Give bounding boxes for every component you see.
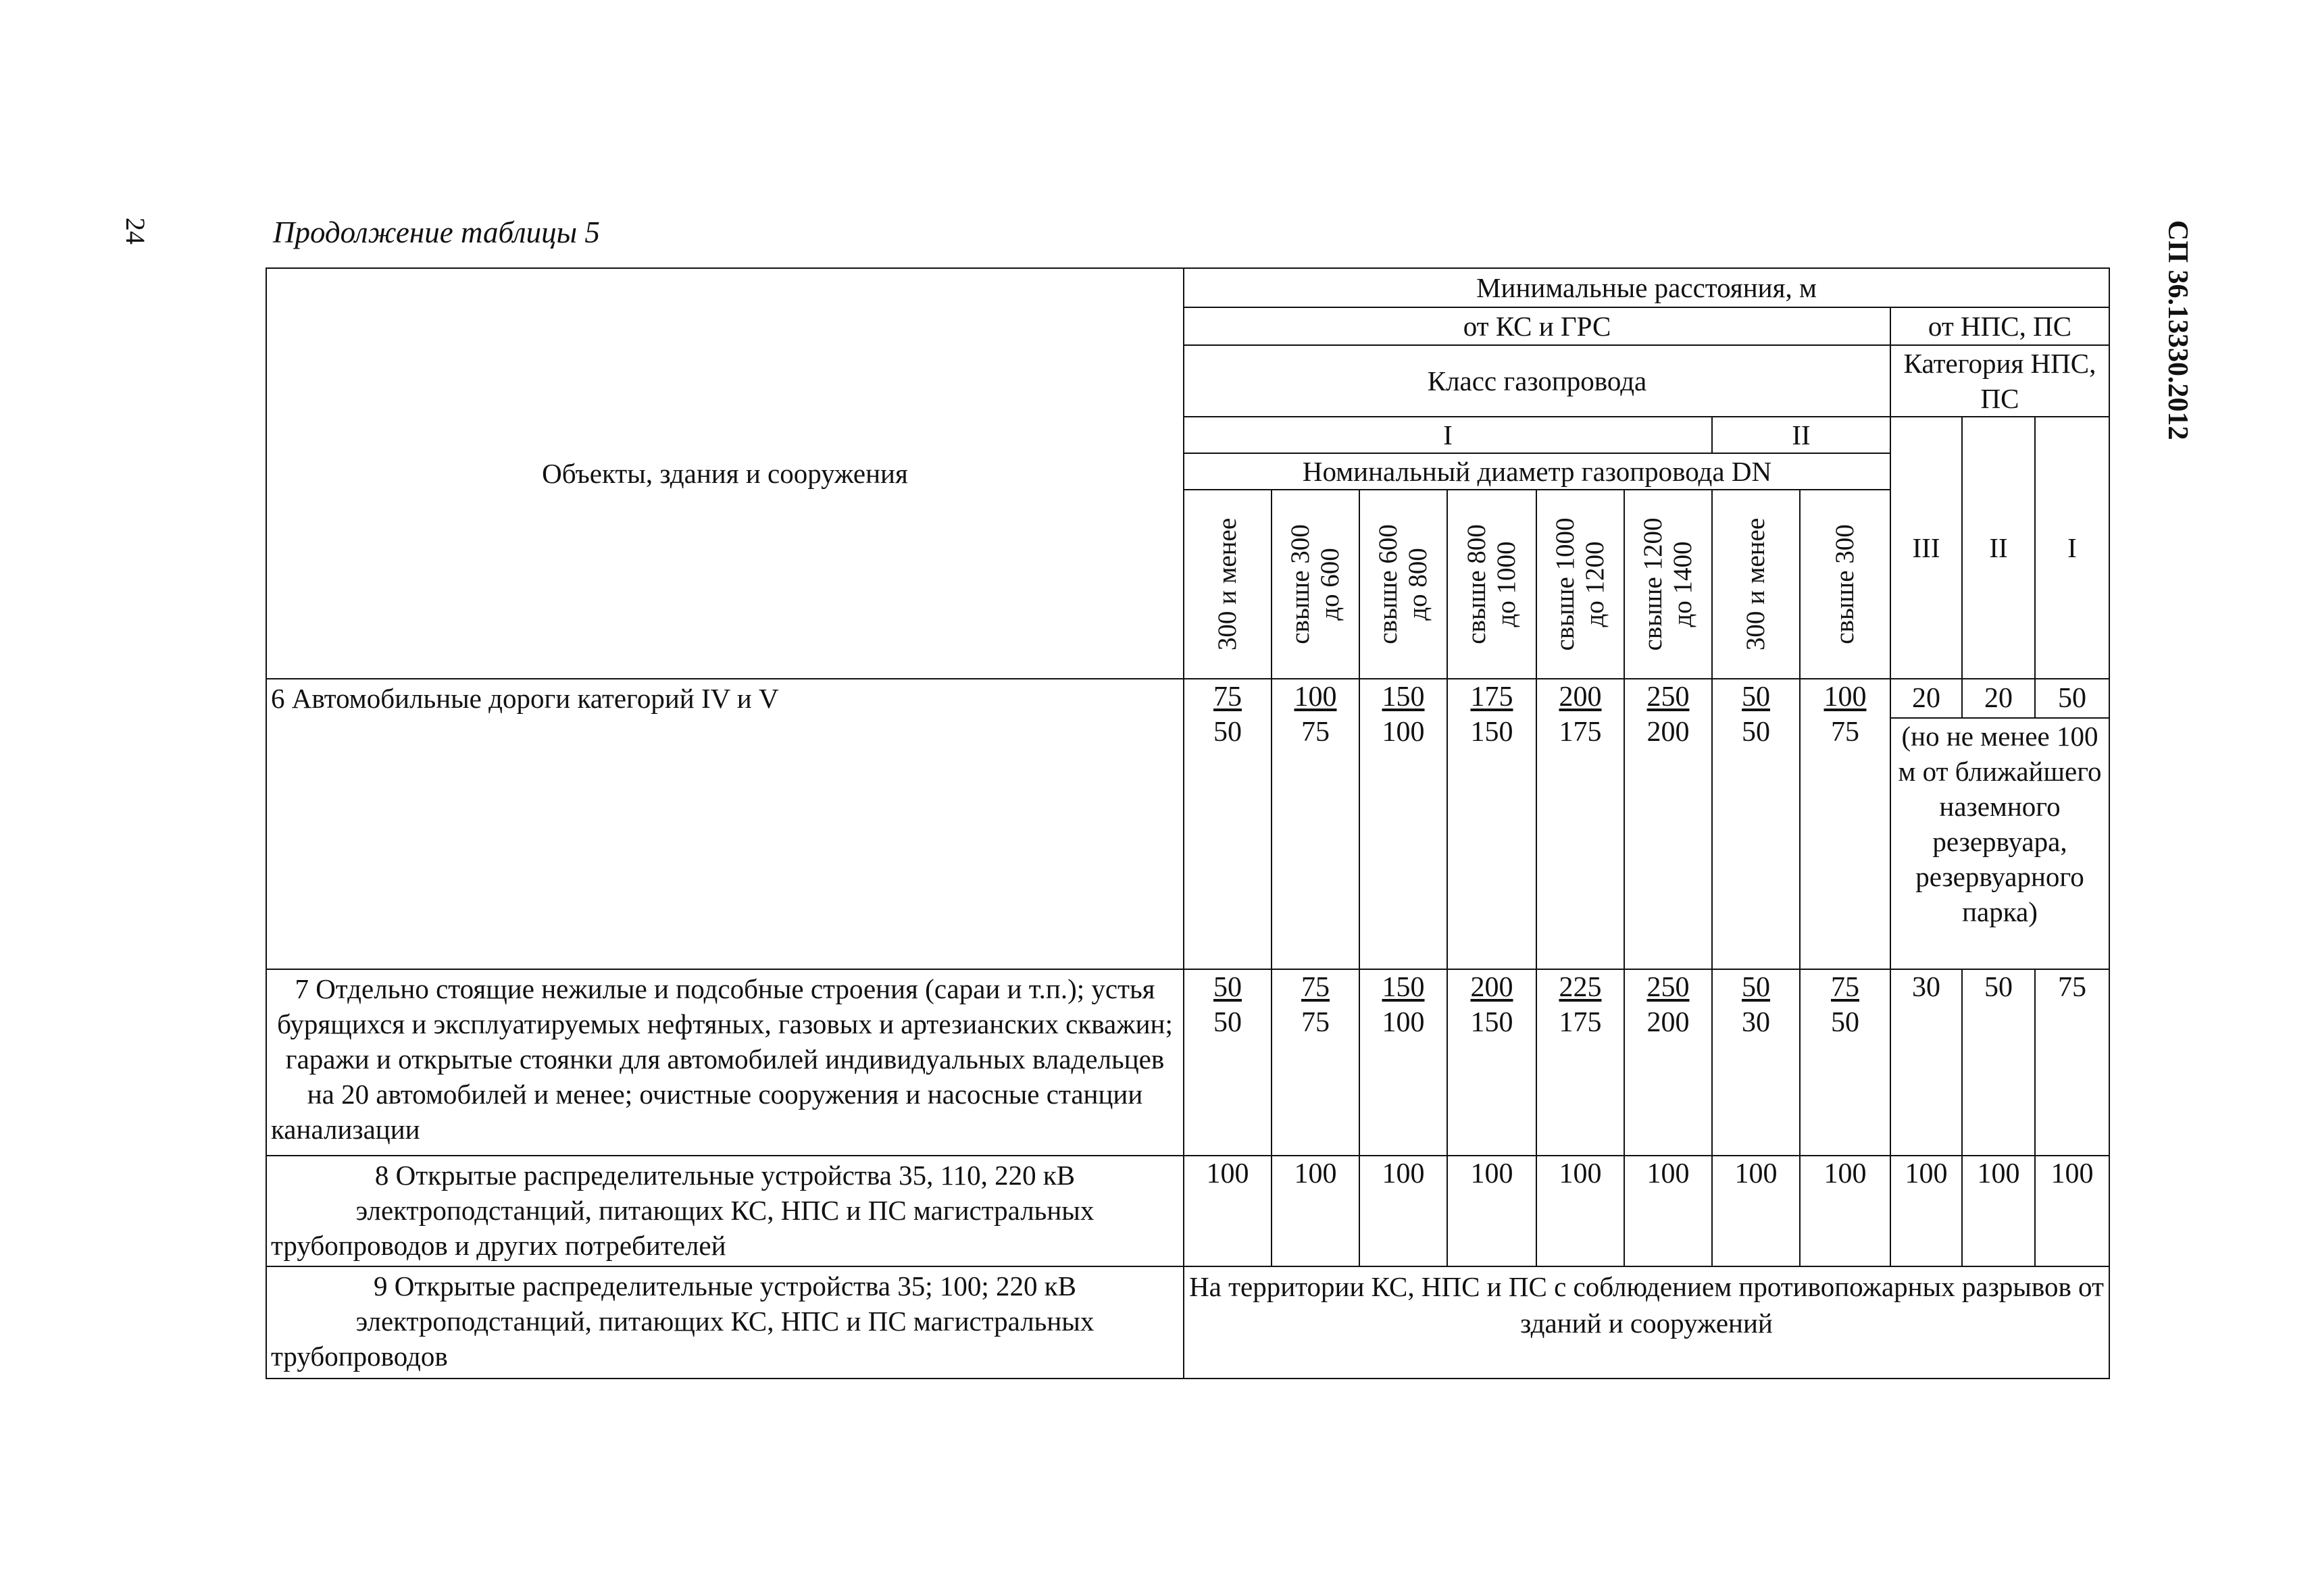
diameter-header [1184, 490, 1272, 679]
nps-value-cell: 75 [2035, 969, 2109, 1156]
nps-value-cell: 20 [1890, 679, 1962, 718]
value-numerator: 75 [1213, 681, 1242, 713]
diameter-line: свыше 800 [1462, 524, 1491, 644]
value-denominator: 75 [1301, 1007, 1330, 1038]
header-nominal-diameter: Номинальный диаметр газопровода DN [1184, 453, 1890, 490]
value-cell [1800, 969, 1890, 1156]
value-denominator: 50 [1742, 717, 1770, 748]
value-cell [1624, 969, 1712, 1156]
value-denominator: 175 [1559, 1007, 1602, 1038]
value-cell [1272, 969, 1359, 1156]
value-denominator: 100 [1382, 717, 1425, 748]
value-cell [1447, 969, 1536, 1156]
value-numerator: 100 [1823, 681, 1867, 713]
value-denominator: 100 [1382, 1007, 1425, 1038]
header-from-nps-ps: от НПС, ПС [1890, 307, 2109, 345]
value-cell: 100 [1536, 1156, 1624, 1266]
diameter-header [1536, 490, 1624, 679]
distance-table [266, 267, 2110, 1379]
table-caption: Продолжение таблицы 5 [273, 215, 600, 249]
row-object: 8 Открытые распределительные устройства 35, 110, 220 кВ электроподстанций, питающих КС, НПС и ПС магистральных трубопроводов и других потребителей [266, 1156, 1184, 1266]
diameter-line: свыше 300 [1830, 524, 1859, 644]
nps-value-cell: 100 [1890, 1156, 1962, 1266]
diameter-header [1447, 490, 1536, 679]
diameter-line: до 1400 [1668, 541, 1697, 627]
nps-value-cell: 100 [2035, 1156, 2109, 1266]
header-nps-category: Категория НПС, ПС [1890, 345, 2109, 417]
value-denominator: 75 [1831, 717, 1859, 748]
value-denominator: 75 [1301, 717, 1330, 748]
value-cell: 100 [1272, 1156, 1359, 1266]
value-numerator: 200 [1470, 972, 1513, 1003]
value-cell [1536, 969, 1624, 1156]
value-cell [1536, 679, 1624, 969]
value-cell [1359, 969, 1447, 1156]
spanning-note: На территории КС, НПС и ПС с соблюдением противопожарных разрывов от зданий и сооружений [1184, 1266, 2109, 1379]
value-cell [1624, 679, 1712, 969]
header-pipeline-class: Класс газопровода [1184, 345, 1890, 417]
value-denominator: 150 [1470, 1007, 1513, 1038]
diameter-line: свыше 300 [1286, 524, 1315, 644]
value-cell [1447, 679, 1536, 969]
diameter-line: свыше 600 [1374, 524, 1403, 644]
value-numerator: 75 [1831, 972, 1859, 1003]
value-numerator: 50 [1742, 972, 1770, 1003]
value-cell: 100 [1800, 1156, 1890, 1266]
value-cell: 100 [1447, 1156, 1536, 1266]
value-numerator: 50 [1213, 972, 1242, 1003]
row-object: 7 Отдельно стоящие нежилые и подсобные строения (сараи и т.п.); устья бурящихся и эксплуатируемых нефтяных, газовых и артезианских скважин; гаражи и открытые стоянки для автомобилей индивидуальных владельцев на 20 автомобилей и менее; очистные сооружения и насосные станции канализации [266, 969, 1184, 1156]
value-numerator: 250 [1646, 972, 1690, 1003]
table-row [266, 679, 2109, 718]
diameter-header [1272, 490, 1359, 679]
diameter-line: до 1200 [1580, 541, 1609, 627]
header-from-ks-grs: от КС и ГРС [1184, 307, 1890, 345]
nps-value-cell: 30 [1890, 969, 1962, 1156]
value-numerator: 150 [1382, 972, 1425, 1003]
value-numerator: 150 [1382, 681, 1425, 713]
table-row [266, 1156, 2109, 1266]
table-row [266, 1266, 2109, 1379]
value-cell [1184, 679, 1272, 969]
value-denominator: 50 [1213, 1007, 1242, 1038]
value-cell: 100 [1359, 1156, 1447, 1266]
value-cell [1712, 969, 1800, 1156]
header-min-distances: Минимальные расстояния, м [1184, 268, 2109, 307]
value-denominator: 150 [1470, 717, 1513, 748]
diameter-line: до 600 [1315, 548, 1344, 621]
value-cell: 100 [1184, 1156, 1272, 1266]
value-numerator: 100 [1294, 681, 1337, 713]
value-denominator: 175 [1559, 717, 1602, 748]
value-cell: 100 [1712, 1156, 1800, 1266]
nps-value-cell: 20 [1962, 679, 2035, 718]
nps-value-cell: 50 [1962, 969, 2035, 1156]
diameter-header [1624, 490, 1712, 679]
diameter-line: 300 и менее [1741, 517, 1770, 651]
nps-note: (но не менее 100 м от ближайшего наземного резервуара, резервуарного парка) [1890, 718, 2109, 969]
value-denominator: 30 [1742, 1007, 1770, 1038]
value-numerator: 50 [1742, 681, 1770, 713]
value-numerator: 200 [1559, 681, 1602, 713]
value-numerator: 175 [1470, 681, 1513, 713]
value-cell [1800, 679, 1890, 969]
value-cell [1272, 679, 1359, 969]
diameter-line: до 800 [1403, 548, 1432, 621]
header-class-i: I [1184, 417, 1712, 453]
value-cell [1184, 969, 1272, 1156]
nps-value-cell: 50 [2035, 679, 2109, 718]
value-cell [1359, 679, 1447, 969]
header-cat-ii: II [1962, 417, 2035, 679]
row-object: 6 Автомобильные дороги категорий IV и V [266, 679, 1184, 969]
value-numerator: 75 [1301, 972, 1330, 1003]
value-numerator: 225 [1559, 972, 1602, 1003]
diameter-line: 300 и менее [1213, 517, 1242, 651]
diameter-line: свыше 1000 [1551, 517, 1580, 651]
header-cat-iii: III [1890, 417, 1962, 679]
diameter-header [1359, 490, 1447, 679]
header-objects: Объекты, здания и сооружения [266, 268, 1184, 679]
value-denominator: 50 [1213, 717, 1242, 748]
page-number: 24 [120, 217, 151, 244]
diameter-line: свыше 1200 [1638, 517, 1667, 651]
header-class-ii: II [1712, 417, 1890, 453]
value-denominator: 200 [1646, 717, 1690, 748]
value-denominator: 50 [1831, 1007, 1859, 1038]
diameter-header [1712, 490, 1800, 679]
value-cell: 100 [1624, 1156, 1712, 1266]
diameter-header [1800, 490, 1890, 679]
nps-value-cell: 100 [1962, 1156, 2035, 1266]
value-numerator: 250 [1646, 681, 1690, 713]
standard-code: СП 36.13330.2012 [2162, 220, 2193, 440]
diameter-line: до 1000 [1492, 541, 1521, 627]
header-cat-i: I [2035, 417, 2109, 679]
row-object: 9 Открытые распределительные устройства 35; 100; 220 кВ электроподстанций, питающих КС, НПС и ПС магистральных трубопроводов [266, 1266, 1184, 1379]
value-cell [1712, 679, 1800, 969]
value-denominator: 200 [1646, 1007, 1690, 1038]
table-row [266, 969, 2109, 1156]
